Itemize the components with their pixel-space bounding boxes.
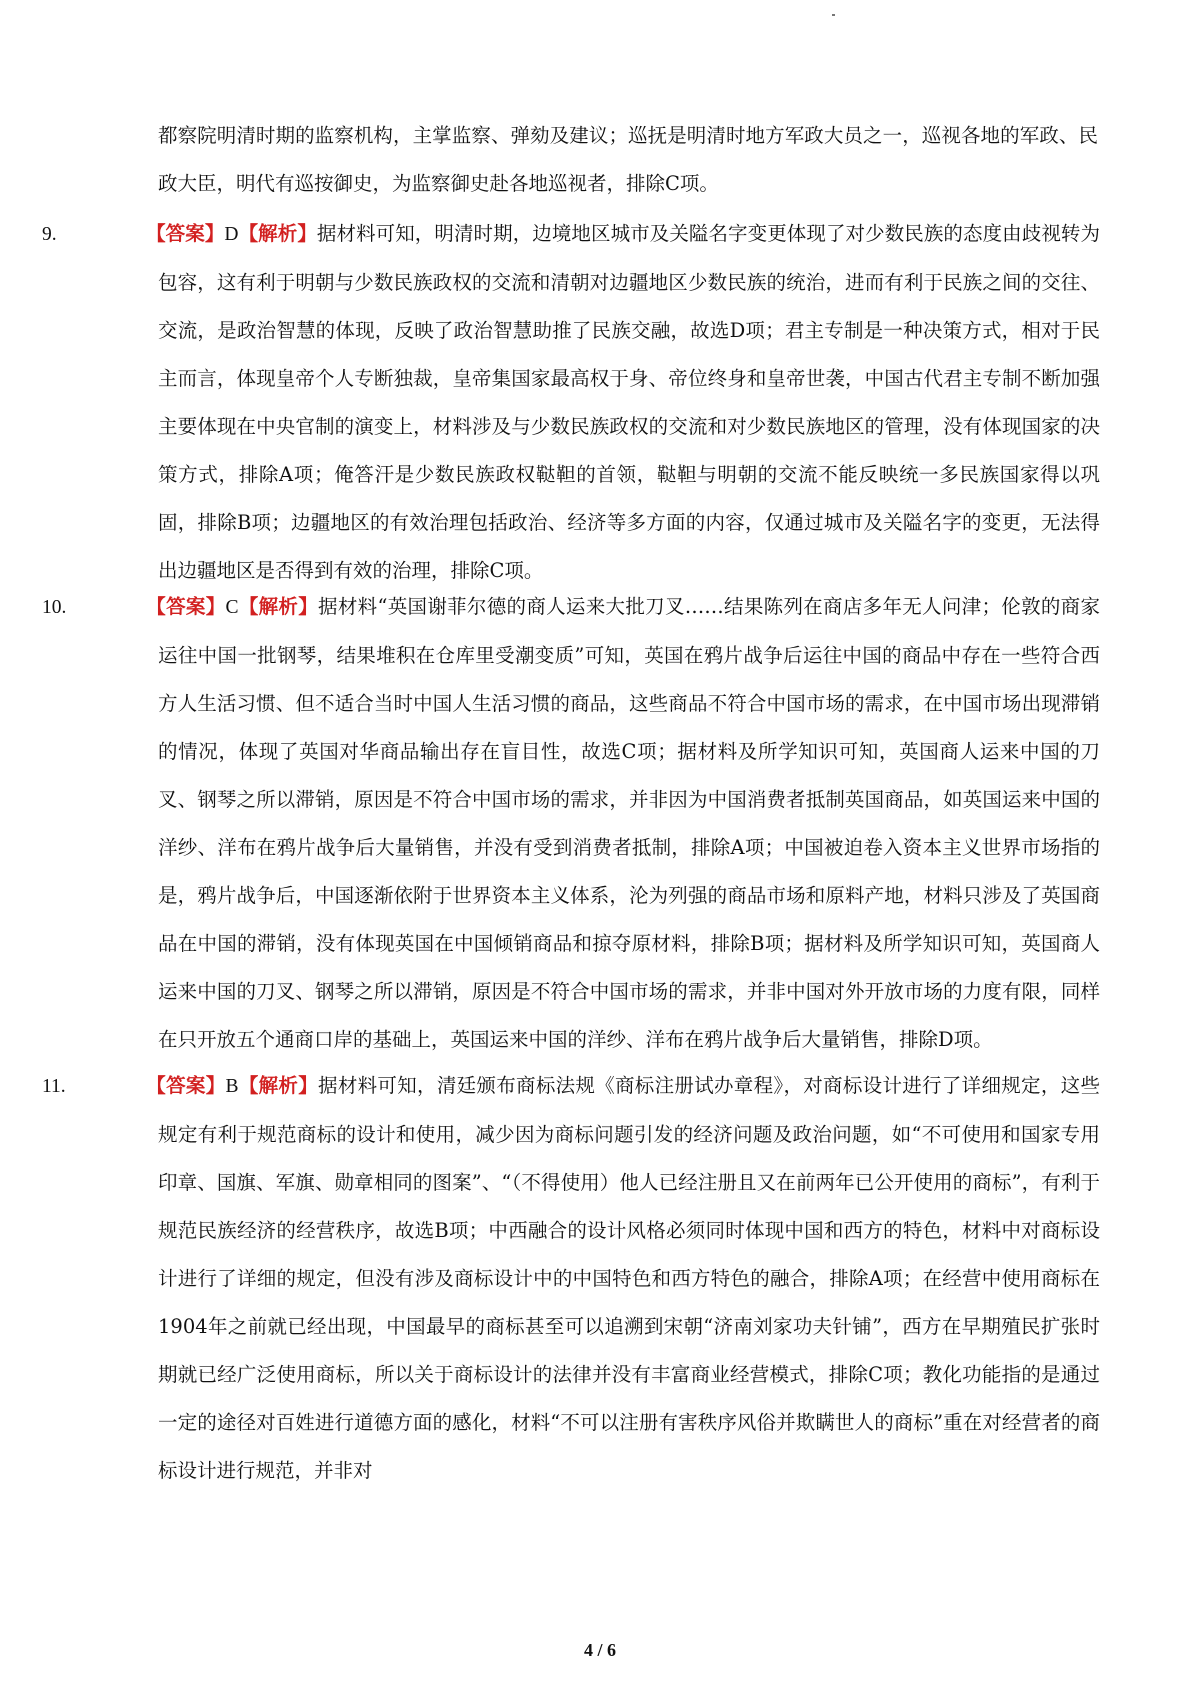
question-11 [42,1062,1100,1495]
analysis-tag: 【解析】 [238,595,319,618]
analysis-text: 据材料“英国谢菲尔德的商人运来大批刀叉……结果陈列在商店多年无人问津；伦敦的商家运往中国一批钢琴，结果堆积在仓库里受潮变质”可知，英国在鸦片战争后运往中国的商品中存在一些符合西方人生活习惯、但不适合当时中国人生活习惯的商品，这些商品不符合中国市场的需求，在中国市场出现滞销的情况，体现了英国对华商品输出存在盲目性，故选C项；据材料及所学知识可知，英国商人运来中国的刀叉、钢琴之所以滞销，原因是不符合中国市场的需求，并非因为中国消费者抵制英国商品，如英国运来中国的洋纱、洋布在鸦片战争后大量销售，并没有受到消费者抵制，排除A项；中国被迫卷入资本主义世界市场指的是，鸦片战争后，中国逐渐依附于世界资本主义体系，沦为列强的商品市场和原料产地，材料只涉及了英国商品在中国的滞销，没有体现英国在中国倾销商品和掠夺原材料，排除B项；据材料及所学知识可知，英国商人运来中国的刀叉、钢琴之所以滞销，原因是不符合中国市场的需求，并非中国对外开放市场的力度有限，同样在只开放五个通商口岸的基础上，英国运来中国的洋纱、洋布在鸦片战争后大量销售，排除D项。 [158,595,1100,1051]
answer-tag: 【答案】 [146,595,226,618]
question-number: 9. [42,224,57,245]
intro-text: 都察院明清时期的监察机构，主掌监察、弹劾及建议；巡抚是明清时地方军政大员之一，巡视各地的军政、民政大臣，明代有巡按御史，为监察御史赴各地巡视者，排除C项。 [158,124,1098,195]
question-number: 11. [42,1076,66,1097]
continued-paragraph [158,112,1098,208]
answer-letter: C [225,597,239,618]
scan-speck [832,14,835,16]
answer-tag: 【答案】 [146,1074,226,1097]
analysis-tag: 【解析】 [238,1074,319,1097]
page-number: 4 / 6 [583,1640,616,1660]
question-9 [42,210,1100,595]
analysis-tag: 【解析】 [238,222,317,245]
answer-tag: 【答案】 [146,222,225,245]
answer-letter: D [224,224,239,245]
question-10-paragraph [42,583,1100,1064]
question-10 [42,583,1100,1064]
question-11-paragraph [42,1062,1100,1495]
analysis-text: 据材料可知，明清时期，边境地区城市及关隘名字变更体现了对少数民族的态度由歧视转为包容，这有利于明朝与少数民族政权的交流和清朝对边疆地区少数民族的统治，进而有利于民族之间的交往、交流，是政治智慧的体现，反映了政治智慧助推了民族交融，故选D项；君主专制是一种决策方式，相对于民主而言，体现皇帝个人专断独裁，皇帝集国家最高权于身、帝位终身和皇帝世袭，中国古代君主专制不断加强主要体现在中央官制的演变上，材料涉及与少数民族政权的交流和对少数民族地区的管理，没有体现国家的决策方式，排除A项；俺答汗是少数民族政权鞑靼的首领，鞑靼与明朝的交流不能反映统一多民族国家得以巩固，排除B项；边疆地区的有效治理包括政治、经济等多方面的内容，仅通过城市及关隘名字的变更，无法得出边疆地区是否得到有效的治理，排除C项。 [158,222,1100,582]
answer-letter: B [225,1076,239,1097]
analysis-text: 据材料可知，清廷颁布商标法规《商标注册试办章程》，对商标设计进行了详细规定，这些规定有利于规范商标的设计和使用，减少因为商标问题引发的经济问题及政治问题，如“不可使用和国家专用印章、国旗、军旗、勋章相同的图案”、“（不得使用）他人已经注册且又在前两年已公开使用的商标”，有利于规范民族经济的经营秩序，故选B项；中西融合的设计风格必须同时体现中国和西方的特色，材料中对商标设计进行了详细的规定，但没有涉及商标设计中的中国特色和西方特色的融合，排除A项；在经营中使用商标在1904年之前就已经出现，中国最早的商标甚至可以追溯到宋朝“济南刘家功夫针铺”，西方在早期殖民扩张时期就已经广泛使用商标，所以关于商标设计的法律并没有丰富商业经营模式，排除C项；教化功能指的是通过一定的途径对百姓进行道德方面的感化，材料“不可以注册有害秩序风俗并欺瞒世人的商标”重在对经营者的商标设计进行规范，并非对 [158,1074,1100,1482]
question-9-paragraph [42,210,1100,595]
question-number: 10. [42,597,67,618]
